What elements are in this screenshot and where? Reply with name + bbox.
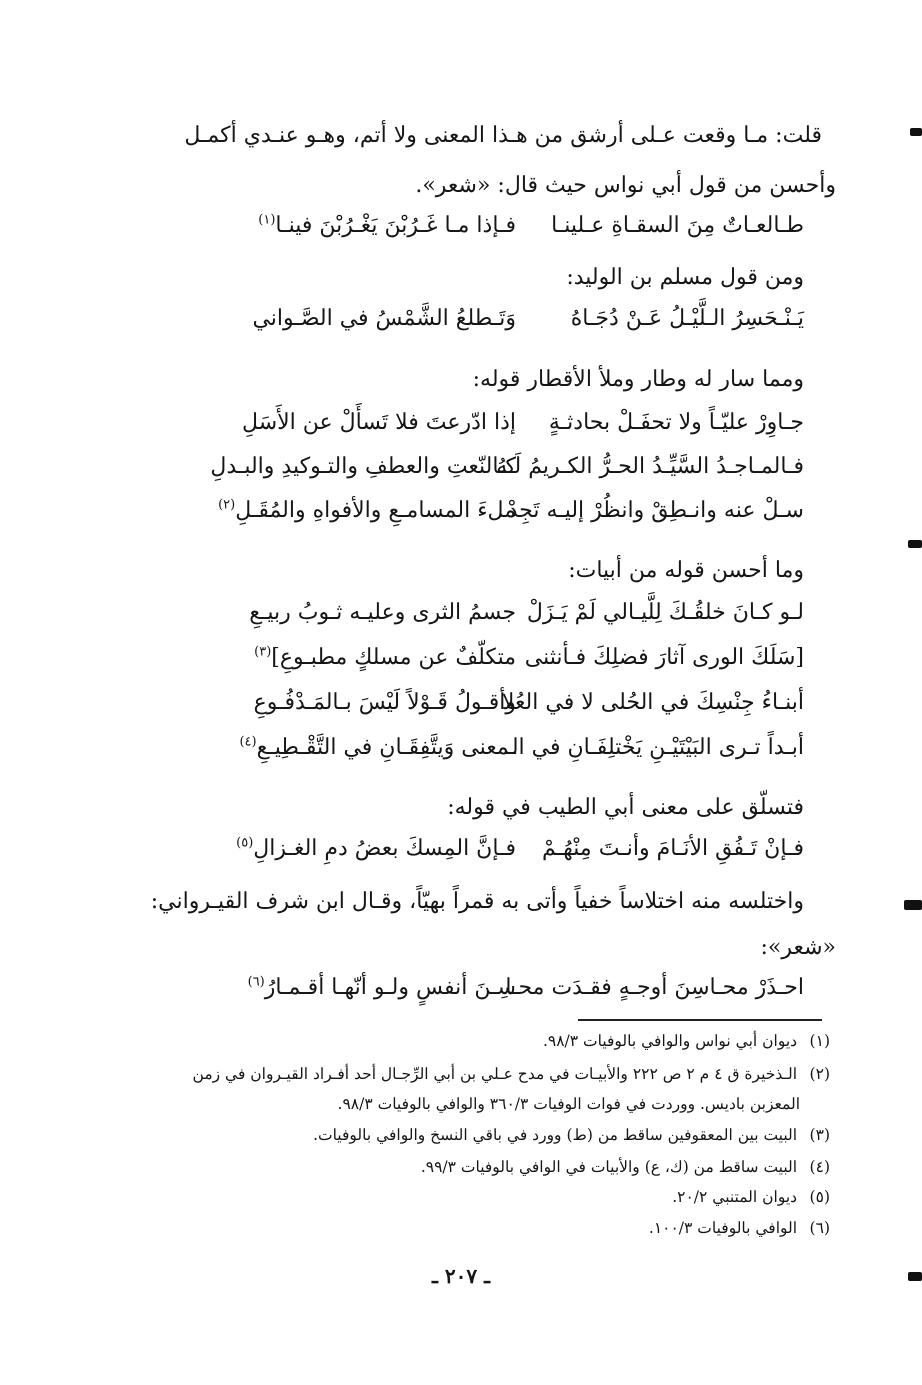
footnote-text: ديوان المتنبي ٢٠/٢. — [672, 1188, 798, 1206]
footnote-number: (٣) — [809, 1126, 830, 1144]
footnote-text: الوافي بالوفيات ١٠٠/٣. — [648, 1219, 798, 1237]
scan-edge-mark — [910, 128, 922, 136]
footnote-number: (٦) — [809, 1219, 830, 1237]
footnote-number: (٥) — [809, 1188, 830, 1206]
footnote-text: الـذخيرة ق ٤ م ٢ ص ٢٢٢ والأبيـات في مدح عـلي بن أبي الرِّجـال أحد أفـراد القيـروان في زمن — [192, 1065, 798, 1083]
footnote-ref: (٦) — [247, 974, 265, 990]
prose-line: قلت: مـا وقعت عـلى أرشق من هـذا المعنى ولا أتم، وهـو عنـدي أكمـل — [184, 123, 822, 148]
verse-hemistich-second: إذا ادّرعتَ فلا تَسأَلْ عن الأَسَلِ — [242, 410, 516, 435]
verse — [0, 967, 922, 1009]
footnote-ref: (٣) — [254, 644, 272, 660]
verse-hemistich-first: [سَلَكَ الورى آثارَ فضلِكَ فـأنثنى — [524, 645, 804, 670]
footnote-text: المعزبن باديس. ووردت في فوات الوفيات ٣٦٠/٣ والوافي بالوفيات ٩٨/٣. — [337, 1095, 800, 1113]
verse-hemistich-first: لـو كـانَ خلقُـكَ لِلَّيـالي لَمْ يَـزَلْ — [526, 600, 804, 625]
verse-hemistich-second: متكلّفٌ عن مسلكٍ مطبـوعِ]$^{(٣)}$ — [254, 644, 516, 670]
prose-line: وما أحسن قوله من أبيات: — [568, 558, 804, 583]
footnote-ref: (١) — [258, 212, 276, 228]
footnote-text: البيت بين المعقوفين ساقط من (ط) وورد في باقي النسخ والوافي بالوفيات. — [313, 1126, 798, 1144]
footnote-number: (٤) — [809, 1158, 830, 1176]
verse-hemistich-first: احـذَرْ محـاسِنَ أوجـهٍ فقـدَت محـا — [505, 975, 804, 1000]
footnote-number: (٢) — [809, 1065, 830, 1083]
verse-hemistich-first: يَـنْـحَسِرُ الـلَّيْـلُ عَـنْ دُجَـاهُ — [570, 306, 804, 331]
prose-line: واختلسه منه اختلاساً خفياً وأتى به قمراً بهيّاً، وقـال ابن شرف القيـرواني: — [150, 889, 804, 914]
verse-hemistich-first: فـإنْ تَـفُقِ الأنَـامَ وأنـتَ مِنْهُـمْ — [542, 836, 804, 861]
verse-hemistich-first: أبنـاءُ جِنْسِكَ في الحُلى لا في العُلا — [501, 690, 804, 715]
footnote — [130, 1186, 830, 1208]
prose-line: ومن قول مسلم بن الوليد: — [566, 265, 804, 290]
verse — [0, 727, 922, 769]
footnote-ref: (٢) — [218, 497, 236, 513]
footnote — [130, 1217, 830, 1239]
footnote-number: (١) — [809, 1032, 830, 1050]
footnote-ref: (٤) — [239, 734, 257, 750]
verse — [0, 682, 922, 724]
verse-hemistich-first: فـالمـاجـدُ السَّيِّـدُ الحـرُّ الكـريمُ لَـهُ — [496, 454, 804, 479]
verse-hemistich-first: سـلْ عنه وانـطِقْ وانظُرْ إليـه تَجِدْ — [507, 498, 804, 523]
footnote-text: ديوان أبي نواس والوافي بالوفيات ٩٨/٣. — [542, 1032, 798, 1050]
verse — [0, 298, 922, 340]
verse — [0, 592, 922, 634]
footnote — [110, 1063, 830, 1085]
page-number: ـ ٢٠٧ ـ — [432, 1264, 490, 1288]
verse-hemistich-second: سِـنَ أنفسٍ ولـو أنّهـا أقـمـارُ$^{(٦)}$ — [247, 974, 516, 1000]
scan-edge-mark — [904, 900, 922, 910]
verse — [0, 490, 922, 532]
verse-hemistich-second: فـإنَّ المِسكَ بعضُ دمِ الغـزالِ$^{(٥)}$ — [236, 835, 516, 861]
verse-hemistich-first: جـاوِرْ عليّـاً ولا تحفَـلْ بحادثـةٍ — [548, 410, 804, 435]
verse-hemistich-second: فـإذا مـا غَـرُبْنَ يَغْـرُبْنَ فينـا$^{(١)}$ — [258, 212, 516, 238]
verse-hemistich-first: طـالعـاتٌ مِنَ السقـاةِ عـلينـا — [551, 213, 804, 238]
prose-line: فتسلّق على معنى أبي الطيب في قوله: — [447, 795, 804, 820]
footnote-continuation — [100, 1093, 800, 1115]
verse-hemistich-second: كـالنّعتِ والعطفِ والتـوكيدِ والبـدلِ — [210, 454, 516, 479]
prose-line: «شعر»: — [760, 935, 836, 960]
verse — [0, 828, 922, 870]
verse-hemistich-second: وأقـولُ قَـوْلاً لَيْسَ بـالمَـدْفُـوعِ — [253, 690, 516, 715]
footnote-separator — [578, 1019, 822, 1021]
verse-hemistich-first: أبـداً تـرى البَيْتَيْـنِ يَخْتلِفَـانِ في الـ — [505, 735, 804, 760]
prose-line: وأحسن من قول أبي نواس حيث قال: «شعر». — [415, 173, 836, 198]
footnote-text: البيت ساقط من (ك، ع) والأبيات في الوافي بالوفيات ٩٩/٣. — [420, 1158, 798, 1176]
verse-hemistich-second: ـمعنى وَيتَّفِقَـانِ في التَّقْـطِيـعِ$^{(٤)}$ — [239, 734, 516, 760]
scan-edge-mark — [908, 1272, 922, 1281]
footnote — [130, 1030, 830, 1052]
footnote — [130, 1124, 830, 1146]
footnote-ref: (٥) — [236, 835, 254, 851]
prose-line: ومما سار له وطار وملأ الأقطار قوله: — [472, 367, 804, 392]
verse — [0, 205, 922, 247]
verse-hemistich-second: جسمُ الثرى وعليـه ثـوبُ ربيـعِ — [249, 600, 516, 625]
footnote — [130, 1156, 830, 1178]
verse-hemistich-second: ملءَ المسامـعِ والأفواهِ والمُقَـلِ$^{(٢)}$ — [218, 497, 516, 523]
scan-edge-mark — [908, 540, 922, 548]
verse — [0, 637, 922, 679]
verse — [0, 402, 922, 444]
verse — [0, 446, 922, 488]
verse-hemistich-second: وَتَـطلعُ الشَّمْسُ في الصَّـواني — [252, 306, 516, 331]
